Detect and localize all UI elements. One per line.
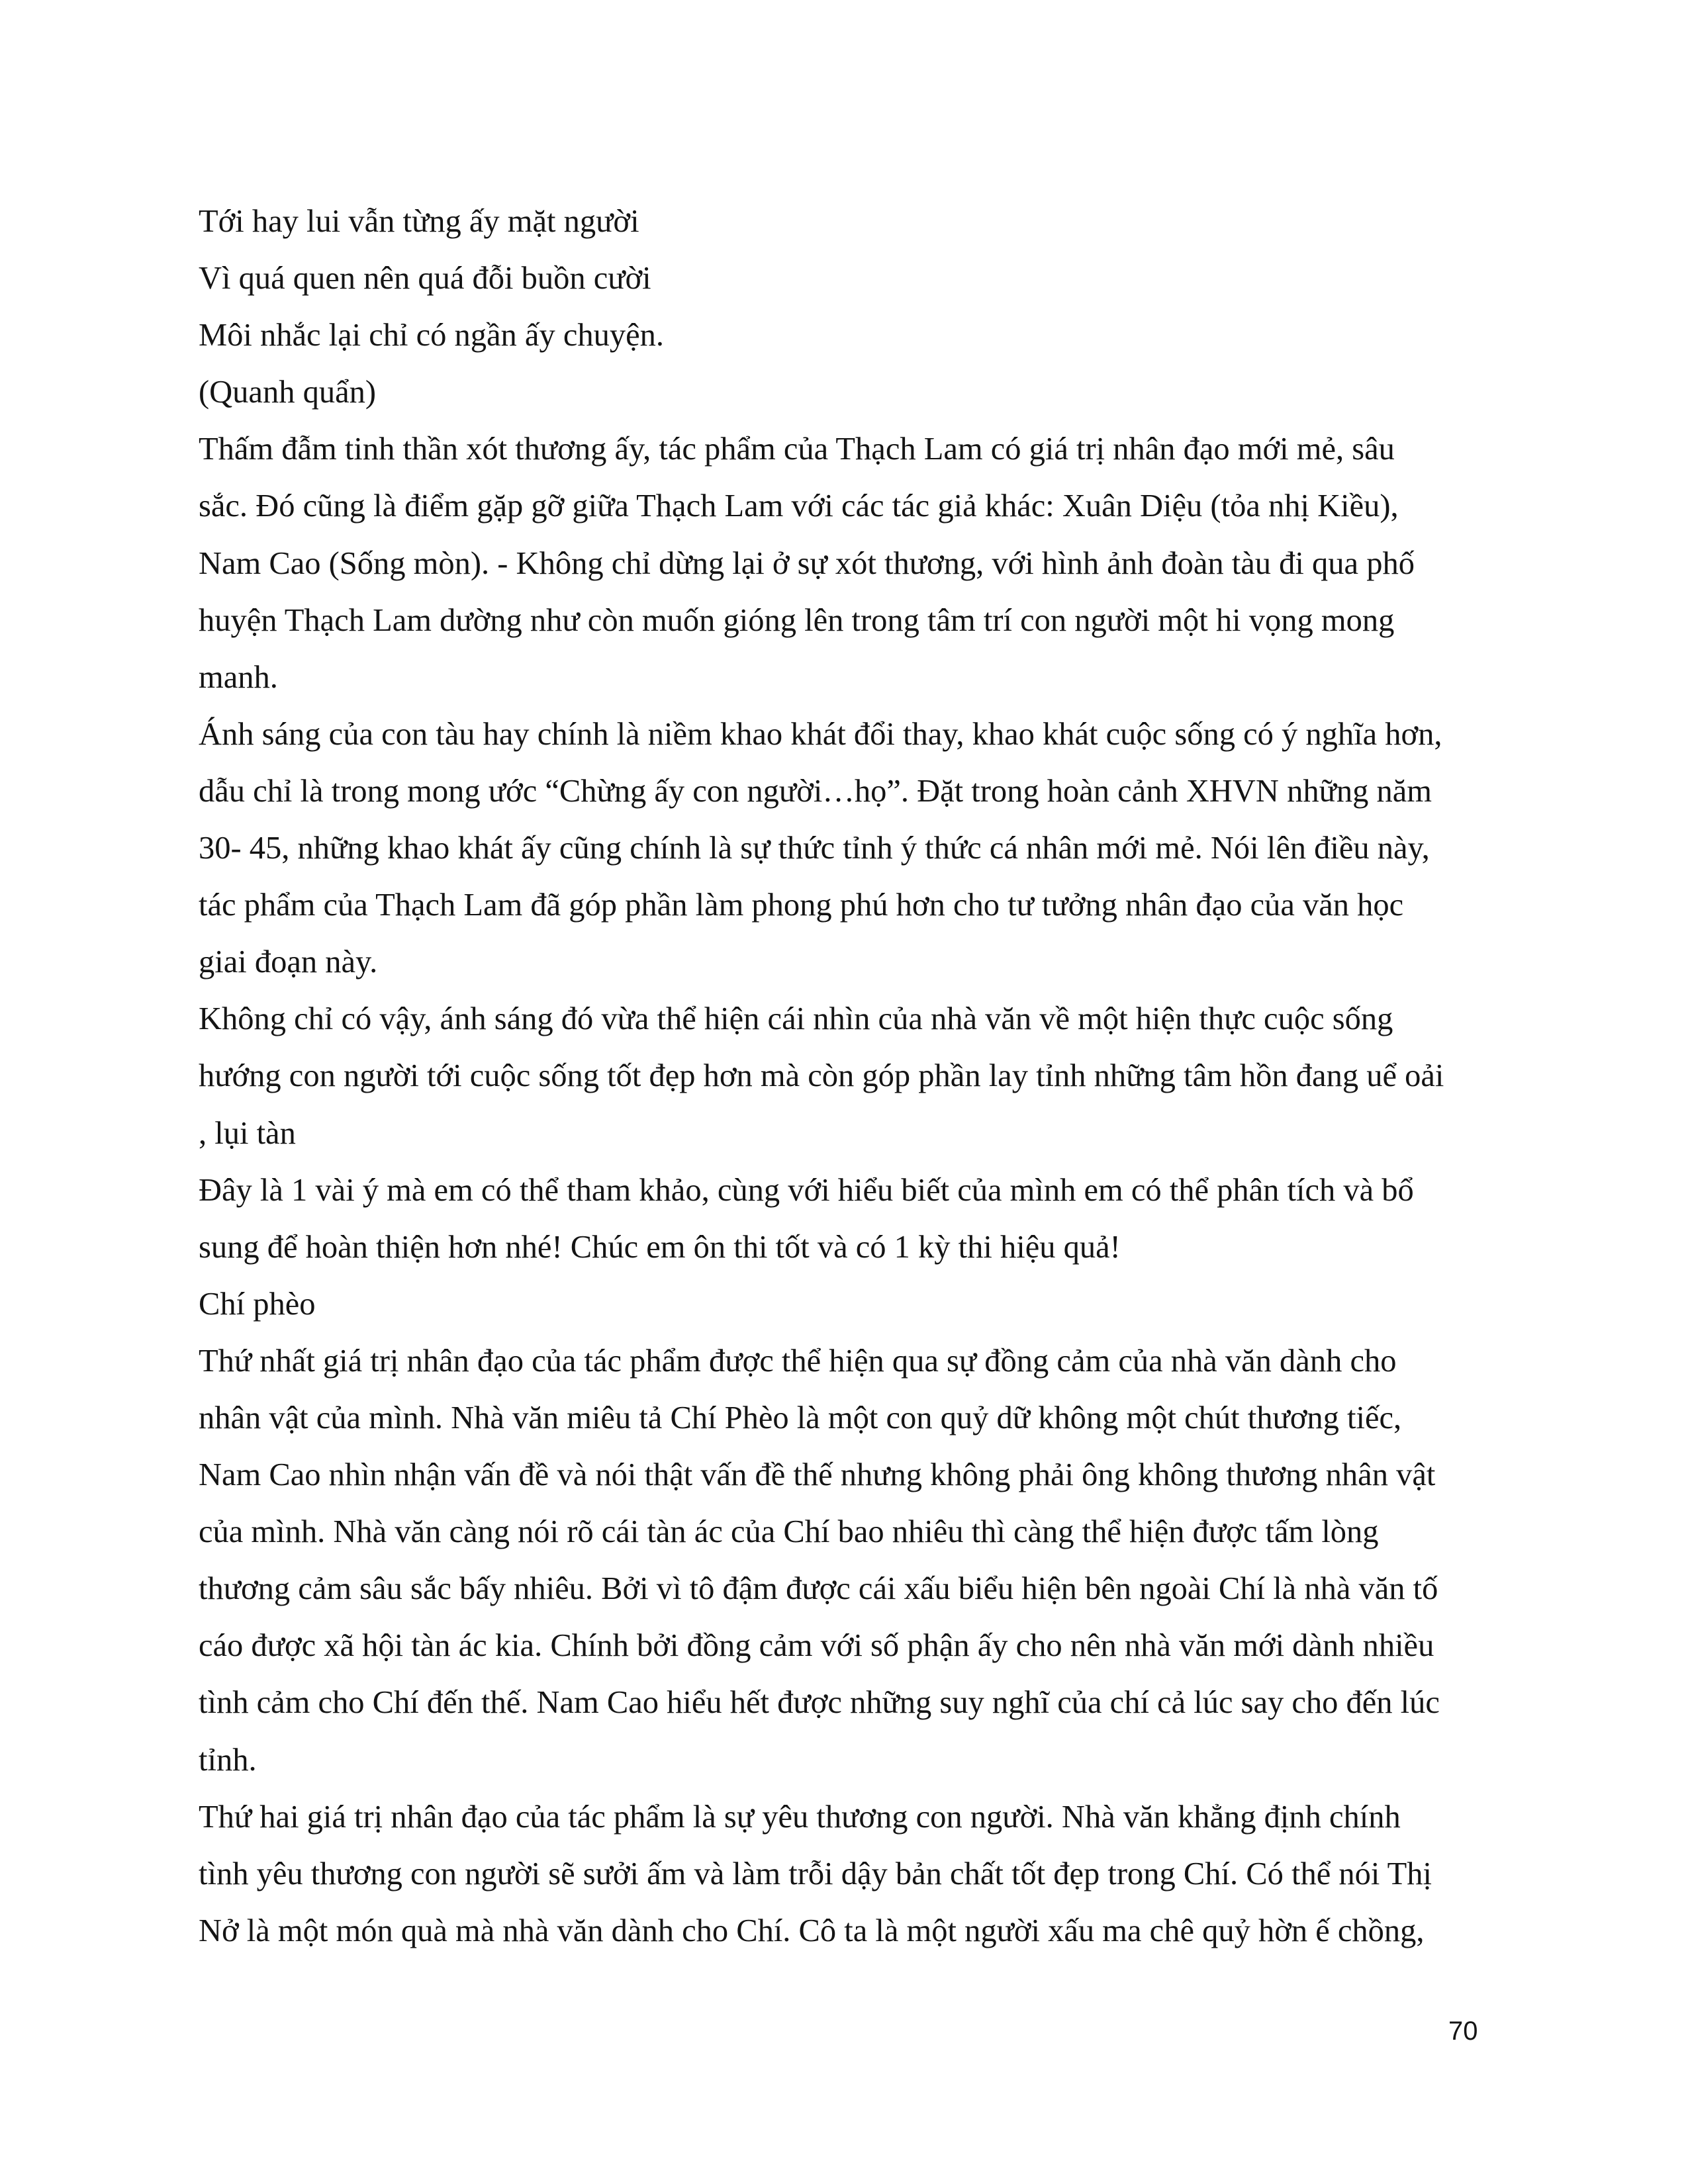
text-line: Nam Cao nhìn nhận vấn đề và nói thật vấn đề thế nhưng không phải ông không thương nhân vật (199, 1457, 1436, 1493)
page-number: 70 (1448, 2017, 1478, 2046)
text-line: tác phẩm của Thạch Lam đã góp phần làm phong phú hơn cho tư tưởng nhân đạo của văn học (199, 887, 1404, 923)
text-line: nhân vật của mình. Nhà văn miêu tả Chí Phèo là một con quỷ dữ không một chút thương tiếc, (199, 1400, 1402, 1435)
text-line: Không chỉ có vậy, ánh sáng đó vừa thể hiện cái nhìn của nhà văn về một hiện thực cuộc sống (199, 1001, 1393, 1037)
text-line: Thứ hai giá trị nhân đạo của tác phẩm là sự yêu thương con người. Nhà văn khẳng định chính (199, 1799, 1401, 1835)
body-text (199, 193, 1489, 1960)
text-line: huyện Thạch Lam dường như còn muốn gióng lên trong tâm trí con người một hi vọng mong (199, 602, 1395, 638)
text-line: giai đoạn này. (199, 944, 378, 980)
text-line: Ánh sáng của con tàu hay chính là niềm khao khát đổi thay, khao khát cuộc sống có ý nghĩa hơn, (199, 716, 1442, 752)
text-line: (Quanh quẩn) (199, 375, 377, 410)
text-line: Môi nhắc lại chỉ có ngần ấy chuyện. (199, 318, 665, 353)
text-line: , lụi tàn (199, 1115, 296, 1151)
text-line: Thứ nhất giá trị nhân đạo của tác phẩm được thể hiện qua sự đồng cảm của nhà văn dành cho (199, 1343, 1397, 1379)
text-line: Tới hay lui vẫn từng ấy mặt người (199, 204, 639, 239)
text-line: Nam Cao (Sống mòn). - Không chỉ dừng lại ở sự xót thương, với hình ảnh đoàn tàu đi qua phố (199, 545, 1415, 581)
text-line: của mình. Nhà văn càng nói rõ cái tàn ác của Chí bao nhiêu thì càng thể hiện được tấm lòng (199, 1514, 1379, 1550)
text-line: hướng con người tới cuộc sống tốt đẹp hơn mà còn góp phần lay tỉnh những tâm hồn đang uể oải (199, 1058, 1444, 1094)
text-line: Vì quá quen nên quá đỗi buồn cười (199, 261, 651, 296)
text-line: manh. (199, 659, 278, 695)
text-line: sắc. Đó cũng là điểm gặp gỡ giữa Thạch Lam với các tác giả khác: Xuân Diệu (tỏa nhị Kiều), (199, 488, 1399, 524)
text-line: cáo được xã hội tàn ác kia. Chính bởi đồng cảm với số phận ấy cho nên nhà văn mới dành nhiều (199, 1628, 1434, 1664)
text-line: tình cảm cho Chí đến thế. Nam Cao hiểu hết được những suy nghĩ của chí cả lúc say cho đến lúc (199, 1685, 1440, 1721)
text-line: tình yêu thương con người sẽ sưởi ấm và làm trỗi dậy bản chất tốt đẹp trong Chí. Có thể nói Thị (199, 1856, 1432, 1891)
text-line: 30- 45, những khao khát ấy cũng chính là sự thức tỉnh ý thức cá nhân mới mẻ. Nói lên điều này, (199, 831, 1430, 866)
text-line: thương cảm sâu sắc bấy nhiêu. Bởi vì tô đậm được cái xấu biểu hiện bên ngoài Chí là nhà văn tố (199, 1571, 1438, 1607)
text-line: Chí phèo (199, 1286, 316, 1322)
text-line: tỉnh. (199, 1742, 257, 1778)
text-line: sung để hoàn thiện hơn nhé! Chúc em ôn thi tốt và có 1 kỳ thi hiệu quả! (199, 1229, 1121, 1265)
text-line: dẫu chỉ là trong mong ước “Chừng ấy con người…họ”. Đặt trong hoàn cảnh XHVN những năm (199, 773, 1432, 809)
text-line: Thấm đẫm tinh thần xót thương ấy, tác phẩm của Thạch Lam có giá trị nhân đạo mới mẻ, sâu (199, 432, 1395, 467)
text-line: Đây là 1 vài ý mà em có thể tham khảo, cùng với hiểu biết của mình em có thể phân tích và bổ (199, 1172, 1414, 1208)
text-line: Nở là một món quà mà nhà văn dành cho Chí. Cô ta là một người xấu ma chê quỷ hờn ế chồng, (199, 1913, 1425, 1948)
